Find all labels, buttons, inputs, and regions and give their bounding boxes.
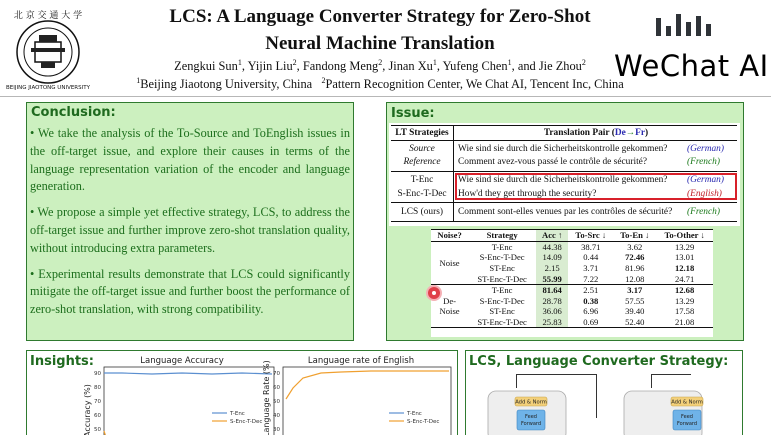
insights-title: Insights: — [30, 354, 94, 369]
results-value-cell: 52.40 — [625, 317, 645, 328]
wechat-ai-logo — [612, 14, 770, 84]
results-group-label: Noise — [439, 257, 460, 268]
lt-row-tenc-text: Wie sind sie durch die Sicherheitskontrolle gekommen? — [458, 175, 668, 185]
results-value-cell: 13.29 — [674, 295, 695, 306]
results-value-cell: 55.99 — [536, 273, 568, 284]
results-row — [431, 284, 713, 295]
results-row — [431, 306, 713, 317]
results-value-cell: 28.78 — [536, 296, 568, 307]
results-header-acc: Acc ↑ — [536, 230, 568, 242]
language-accuracy-chart — [82, 353, 282, 435]
ffn-label-right-2: Forward — [676, 421, 698, 427]
chart1-ytick-60: 60 — [94, 413, 101, 419]
results-row — [431, 263, 713, 274]
results-value-cell: 12.08 — [625, 273, 645, 284]
results-header-toother: To-Other ↓ — [664, 230, 705, 241]
lt-row-reference-text: Comment avez-vous passé le contrôle de sécurité? — [458, 157, 647, 167]
author-name: Zengkui Sun — [174, 59, 238, 74]
results-row — [431, 241, 713, 252]
results-value-cell: 3.17 — [627, 285, 643, 296]
results-value-cell: 13.29 — [674, 241, 695, 252]
lcs-title: LCS, Language Converter Strategy: — [469, 354, 729, 369]
results-row — [431, 317, 713, 328]
lt-header-strategies: LT Strategies — [395, 128, 449, 138]
chart2-ylabel: Language Rate (%) — [262, 360, 271, 435]
lt-row-lcs-lang: (French) — [687, 207, 720, 217]
results-value-cell: 0.44 — [583, 252, 599, 263]
results-strategy-cell: S-Enc-T-Dec — [479, 295, 525, 306]
results-value-cell: 2.51 — [583, 285, 599, 296]
results-strategy-cell: ST-Enc-T-Dec — [477, 273, 527, 284]
paper-title-line1: LCS: A Language Converter Strategy for Zero-Shot — [169, 6, 591, 27]
chart1-ytick-50: 50 — [94, 427, 101, 433]
results-value-cell: 17.58 — [674, 306, 695, 317]
addnorm-label-left: Add & Norm — [515, 399, 547, 406]
insights-panel — [26, 350, 458, 435]
chart2-ytick-70: 70 — [273, 371, 280, 377]
lt-header-pair: Translation Pair (De→Fr) — [543, 128, 649, 138]
chart1-ytick-70: 70 — [94, 399, 101, 405]
chart2-legend-tenc: T-Enc — [407, 411, 422, 417]
affiliations-line — [100, 76, 660, 92]
results-value-cell: 2.15 — [536, 263, 568, 274]
chart1-legend-tenc: T-Enc — [230, 411, 245, 417]
results-value-cell: 25.83 — [536, 317, 568, 328]
affiliation-text: Pattern Recognition Center, We Chat AI, Tencent Inc, China — [325, 77, 624, 92]
lcs-architecture-diagram — [466, 371, 742, 435]
results-strategy-cell: ST-Enc — [489, 306, 515, 317]
conclusion-title: Conclusion: — [31, 105, 116, 120]
author-name: Jie Zhou — [538, 59, 582, 74]
results-value-cell: 14.09 — [536, 252, 568, 263]
lt-row-sencdec-lang: (English) — [687, 189, 722, 199]
results-value-cell: 57.55 — [625, 295, 645, 306]
chart1-series-tenc — [104, 373, 272, 374]
author-name: Yijin Liu — [247, 59, 293, 74]
results-strategy-cell: S-Enc-T-Dec — [479, 252, 525, 263]
results-strategy-cell: T-Enc — [491, 285, 513, 296]
results-value-cell: 12.68 — [674, 285, 695, 296]
chart2-title: Language rate of English — [307, 356, 415, 366]
authors-line: Zengkui Sun$^1$, Yijin Liu$^2$, Fandong Meng$^2$, Jinan Xu$^1$, Yufeng Chen$^1$, and Jie Zhou$^2$ — [174, 58, 586, 74]
lt-row-source-text: Wie sind sie durch die Sicherheitskontrolle gekommen? — [458, 144, 668, 154]
results-strategy-cell: ST-Enc-T-Dec — [477, 317, 527, 328]
author-name: Yufeng Chen — [442, 59, 508, 74]
results-value-cell: 21.08 — [674, 317, 695, 328]
results-value-cell: 13.01 — [674, 252, 695, 263]
lt-row-sencdec-label: S-Enc-T-Dec — [397, 189, 447, 199]
results-value-cell: 6.96 — [583, 306, 599, 317]
issue-panel — [386, 102, 744, 341]
author-affiliation-mark: 1 — [507, 58, 512, 67]
ffn-label-right-1: Feed — [681, 414, 693, 420]
author-affiliation-mark: 2 — [378, 58, 383, 67]
results-value-cell: 24.71 — [674, 273, 695, 284]
lt-row-lcs-text: Comment sont-elles venues par les contrôles de sécurité? — [458, 207, 673, 217]
conclusion-panel — [26, 102, 354, 341]
bjtu-logo — [3, 4, 93, 92]
chart1-ytick-90: 90 — [94, 371, 101, 377]
results-group-label: De- Noise — [439, 296, 460, 317]
off-target-highlight-box — [455, 173, 737, 200]
results-strategy-cell: ST-Enc — [489, 263, 515, 274]
chart1-ylabel: Accuracy (%) — [83, 384, 92, 435]
results-value-cell: 36.06 — [536, 306, 568, 317]
results-row — [431, 273, 713, 284]
chart2-ytick-40: 40 — [273, 413, 280, 419]
results-header-noise: Noise? — [437, 230, 462, 241]
chart2-ytick-60: 60 — [273, 385, 280, 391]
lcs-panel — [465, 350, 743, 435]
lt-row-reference-lang: (French) — [687, 157, 720, 167]
lt-strategies-table — [389, 123, 740, 226]
chart2-ytick-50: 50 — [273, 399, 280, 405]
affiliation-number: 2 — [321, 76, 326, 85]
results-value-cell: 0.69 — [583, 317, 599, 328]
results-value-cell: 3.71 — [583, 263, 599, 274]
ffn-label-left-1: Feed — [525, 414, 537, 420]
chart1-title: Language Accuracy — [140, 356, 224, 366]
lt-row-tenc-lang: (German) — [687, 175, 724, 185]
lt-row-lcs-label: LCS (ours) — [401, 207, 443, 217]
author-name: Jinan Xu — [388, 59, 433, 74]
results-value-cell: 81.96 — [625, 263, 645, 274]
author-affiliation-mark: 2 — [581, 58, 586, 67]
results-value-cell: 39.40 — [625, 306, 645, 317]
chart2-legend-sencdec: S-Enc-T-Dec — [407, 419, 440, 425]
svg-text:BEIJING JIAOTONG UNIVERSITY: BEIJING JIAOTONG UNIVERSITY — [6, 85, 90, 91]
chart1-legend-sencdec: S-Enc-T-Dec — [230, 419, 263, 425]
results-header-tosrc: To-Src ↓ — [575, 230, 607, 241]
results-value-cell: 7.22 — [583, 273, 599, 284]
ffn-label-left-2: Forward — [520, 421, 542, 427]
results-value-cell: 12.18 — [674, 263, 695, 274]
author-affiliation-mark: 2 — [292, 58, 297, 67]
header-divider — [0, 96, 771, 97]
conclusion-bullet-3: • Experimental results demonstrate that LCS could significantly mitigate the off-target issue and further boost the performance of zero-shot translation, with strong compatibility. — [30, 266, 350, 317]
lt-row-sencdec-text: How'd they get through the security? — [458, 189, 597, 199]
svg-text:北 京 交 通 大 学: 北 京 交 通 大 学 — [13, 11, 83, 21]
lt-row-tenc-label: T-Enc — [410, 175, 434, 185]
lt-row-source-lang: (German) — [687, 144, 724, 154]
issue-title: Issue: — [391, 106, 435, 121]
lt-row-reference-label: Reference — [403, 157, 441, 167]
addnorm-label-right: Add & Norm — [671, 399, 703, 406]
lt-row-source-label: Source — [409, 144, 435, 154]
results-row — [431, 296, 713, 307]
conclusion-bullet-1: • We take the analysis of the To-Source and ToEnglish issues in the off-target issue, and explore their causes in terms of the language representation variation of the encoder and language generation. — [30, 126, 350, 194]
results-value-cell: 3.62 — [627, 241, 643, 252]
conclusion-body — [30, 125, 350, 319]
results-header-strategy: Strategy — [486, 230, 518, 241]
results-value-cell: 72.46 — [625, 252, 645, 263]
author-name: Fandong Meng — [302, 59, 379, 74]
results-table — [431, 229, 713, 328]
results-header-toen: To-En ↓ — [620, 230, 650, 241]
english-rate-chart — [261, 353, 455, 435]
results-value-cell: 0.38 — [583, 295, 599, 306]
affiliation-text: Beijing Jiaotong University, China — [140, 77, 313, 92]
conclusion-bullet-2: • We propose a simple yet effective strategy, LCS, to address the off-target issue and further improve zero-shot translation quality, without introducing extra parameters. — [30, 205, 350, 255]
author-affiliation-mark: 1 — [237, 58, 242, 67]
cursor-indicator — [428, 287, 440, 299]
affiliation-number: 1 — [136, 76, 141, 85]
results-value-cell: 38.71 — [581, 241, 601, 252]
paper-title-line2: Neural Machine Translation — [265, 33, 495, 54]
chart2-ytick-30: 30 — [273, 427, 280, 433]
chart1-ytick-80: 80 — [94, 385, 101, 391]
results-value-cell: 81.64 — [536, 284, 568, 295]
svg-text:WeChat AI: WeChat AI — [614, 49, 769, 83]
results-row — [431, 252, 713, 263]
results-value-cell: 44.38 — [536, 241, 568, 252]
results-table-container — [431, 229, 713, 337]
chart2-series-sencdec — [286, 371, 449, 399]
author-affiliation-mark: 1 — [432, 58, 437, 67]
results-strategy-cell: T-Enc — [491, 241, 513, 252]
